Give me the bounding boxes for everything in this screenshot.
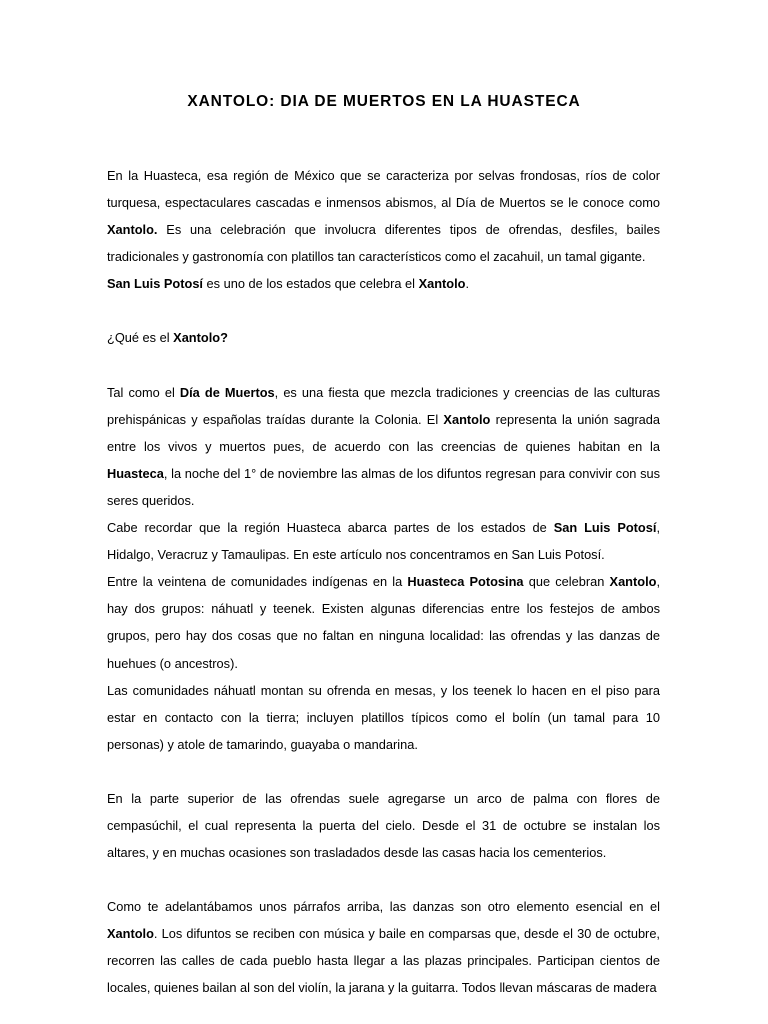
- paragraph-arch: En la parte superior de las ofrendas suele agregarse un arco de palma con flores de cempasúchil, el cual representa la puerta del cielo. Desde el 31 de octubre se instalan los altares, y en muchas ocasiones son trasladados desde las casas hacia los cementerios.: [107, 790, 660, 861]
- bold-term: Xantolo: [609, 574, 657, 590]
- text-run: Como te adelantábamos unos párrafos arriba, las danzas son otro elemento esencial en el: [107, 899, 660, 915]
- document-body: [107, 162, 660, 1002]
- spacer: [107, 758, 660, 785]
- text-run: , es una fiesta que mezcla tradiciones y creencias de las culturas prehispánicas y españolas traídas durante la Colonia. El: [107, 384, 660, 427]
- paragraph-communities: [107, 568, 660, 676]
- text-run: . Los difuntos se reciben con música y baile en comparsas que, desde el 30 de octubre, recorren las calles de cada pueblo hasta llegar a las plazas principales. Participan cientos de locales, quienes bailan al son del violín, la jarana y la guitarra. Todos llevan máscaras de madera: [107, 926, 660, 996]
- bold-term: Xantolo: [443, 411, 491, 427]
- bold-term: San Luis Potosí: [553, 520, 657, 536]
- bold-term: Xantolo?: [173, 330, 228, 346]
- paragraph-dances: [107, 893, 660, 1001]
- text-run: , la noche del 1° de noviembre las almas de los difuntos regresan para convivir con sus seres queridos.: [107, 465, 660, 508]
- bold-term: Xantolo: [107, 926, 154, 942]
- text-run: Tal como el: [107, 384, 180, 400]
- text-run: ¿Qué es el: [107, 330, 174, 346]
- section-heading: [107, 324, 660, 351]
- text-run: Cabe recordar que la región Huasteca abarca partes de los estados de: [107, 520, 554, 536]
- text-run: , Hidalgo, Veracruz y Tamaulipas. En este artículo nos concentramos en San Luis Potosí.: [107, 520, 660, 563]
- bold-term: Día de Muertos: [179, 384, 275, 400]
- paragraph-intro: [107, 162, 660, 270]
- spacer: [107, 352, 660, 379]
- document-title: XANTOLO: DIA DE MUERTOS EN LA HUASTECA: [187, 93, 581, 110]
- text-run: Entre la veintena de comunidades indígenas en la: [107, 574, 408, 590]
- text-run: es uno de los estados que celebra el: [203, 276, 419, 292]
- paragraph-offerings: Las comunidades náhuatl montan su ofrenda en mesas, y los teenek lo hacen en el piso para estar en contacto con la tierra; incluyen platillos típicos como el bolín (un tamal para 10 personas) y atole de tamarindo, guayaba o mandarina.: [107, 682, 660, 752]
- text-run: Es una celebración que involucra diferentes tipos de ofrendas, desfiles, bailes tradicionales y gastronomía con platillos tan característicos como el zacahuil, un tamal gigante.: [107, 222, 660, 265]
- paragraph-region: [107, 514, 660, 568]
- text-run: , hay dos grupos: náhuatl y teenek. Existen algunas diferencias entre los festejos de ambos grupos, pero hay dos cosas que no faltan en ninguna localidad: las ofrendas y las danzas de huehues (o ancestros).: [107, 574, 661, 671]
- text-run: En la Huasteca, esa región de México que se caracteriza por selvas frondosas, ríos de color turquesa, espectaculares cascadas e inmensos abismos, al Día de Muertos se le conoce como: [107, 168, 660, 211]
- text-run: representa la unión sagrada entre los vivos y muertos pues, de acuerdo con las creencias de quienes habitan en la: [107, 411, 660, 454]
- paragraph-intro-end: [107, 270, 660, 297]
- bold-term: Xantolo: [418, 276, 466, 292]
- text-run: .: [465, 276, 470, 292]
- bold-term: Huasteca: [107, 465, 164, 481]
- bold-term: Huasteca Potosina: [407, 574, 524, 590]
- spacer: [107, 297, 660, 324]
- bold-term: San Luis Potosí: [107, 276, 203, 292]
- bold-term: Xantolo.: [107, 222, 158, 238]
- spacer: [107, 866, 660, 893]
- paragraph-definition: [107, 379, 660, 514]
- text-run: que celebran: [523, 574, 610, 590]
